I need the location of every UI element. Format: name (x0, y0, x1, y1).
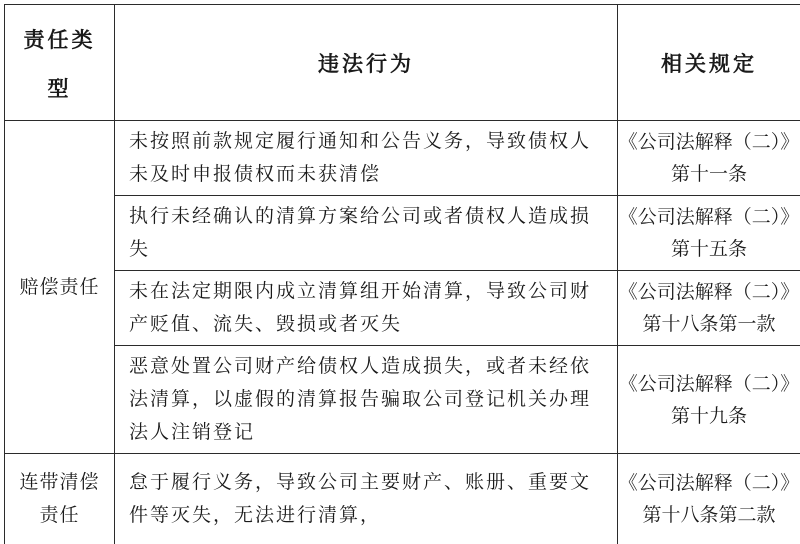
header-type-line2: 型 (5, 63, 114, 112)
violation-cell: 未在法定期限内成立清算组开始清算，导致公司财产贬值、流失、毁损或者灭失 (115, 271, 618, 346)
regulation-law: 《公司法解释（二）》 (618, 368, 800, 400)
header-type (5, 5, 115, 121)
table-row (5, 121, 800, 196)
regulation-cell (618, 121, 800, 196)
joint-type-line2: 责任 (5, 499, 114, 532)
liability-type-compensation: 赔偿责任 (5, 121, 115, 454)
header-regulation: 相关规定 (618, 5, 800, 121)
regulation-law: 《公司法解释（二）》 (618, 201, 800, 233)
header-type-line1: 责任类 (5, 14, 114, 63)
regulation-article: 第十八条第一款 (618, 308, 800, 340)
table-row (5, 271, 800, 346)
table-row (5, 196, 800, 271)
regulation-cell (618, 196, 800, 271)
regulation-law: 《公司法解释（二）》 (618, 276, 800, 308)
regulation-article: 第十一条 (618, 158, 800, 190)
violation-cell: 怠于履行义务，导致公司主要财产、账册、重要文件等灭失，无法进行清算， (115, 454, 618, 544)
header-act: 违法行为 (115, 5, 618, 121)
table-row (5, 454, 800, 544)
table-row (5, 346, 800, 454)
regulation-law: 《公司法解释（二）》 (618, 126, 800, 158)
regulation-cell (618, 454, 800, 544)
regulation-cell (618, 346, 800, 454)
regulation-law: 《公司法解释（二）》 (618, 467, 800, 499)
liability-type-joint (5, 454, 115, 544)
regulation-article: 第十五条 (618, 233, 800, 265)
joint-type-line1: 连带清偿 (5, 466, 114, 499)
violation-cell: 恶意处置公司财产给债权人造成损失，或者未经依法清算，以虚假的清算报告骗取公司登记机关办理法人注销登记 (115, 346, 618, 454)
regulation-article: 第十九条 (618, 400, 800, 432)
header-row (5, 5, 800, 121)
regulation-article: 第十八条第二款 (618, 499, 800, 531)
violation-cell: 未按照前款规定履行通知和公告义务，导致债权人未及时申报债权而未获清偿 (115, 121, 618, 196)
regulation-cell (618, 271, 800, 346)
liability-table (4, 4, 800, 544)
violation-cell: 执行未经确认的清算方案给公司或者债权人造成损失 (115, 196, 618, 271)
